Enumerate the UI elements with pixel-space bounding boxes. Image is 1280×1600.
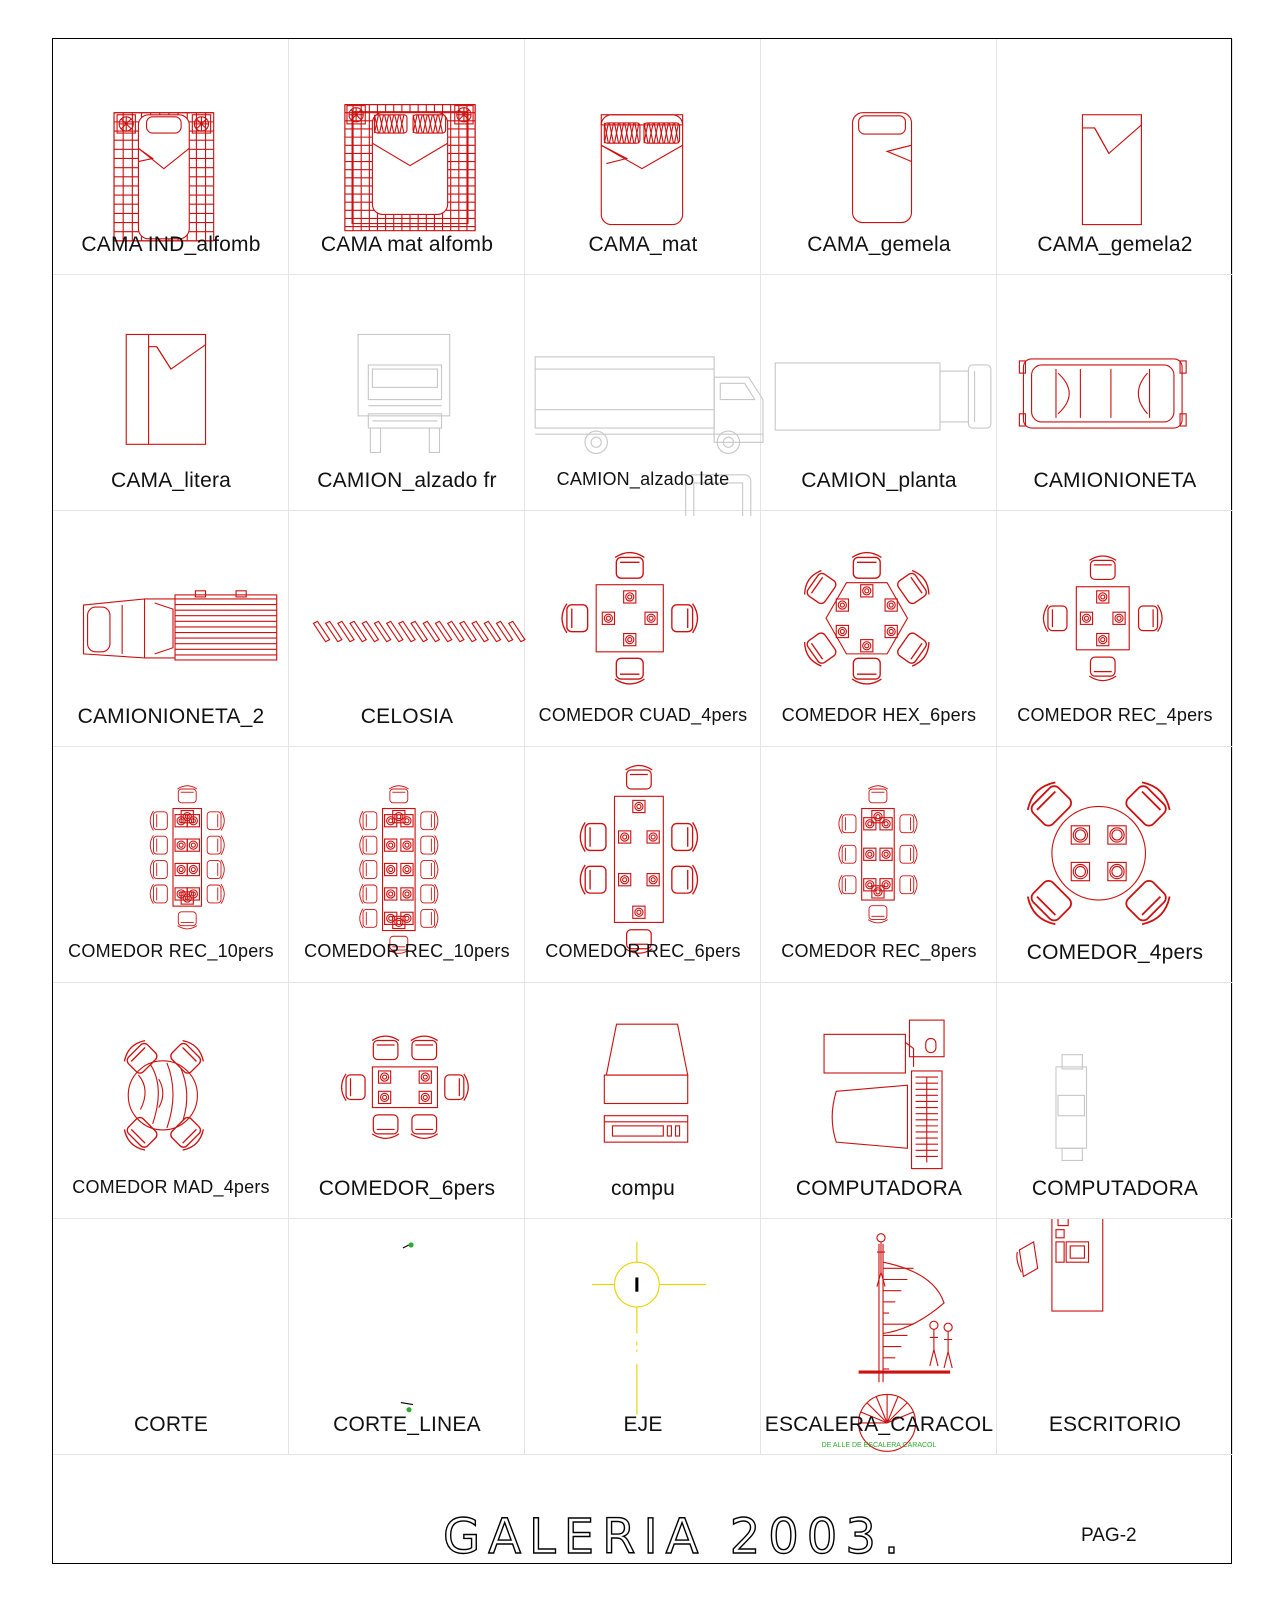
block-label: CAMA_gemela — [807, 233, 951, 256]
block-compu — [525, 983, 761, 1219]
block-label: EJE — [623, 1413, 663, 1436]
block-label: ESCALERA_CARACOL — [764, 1413, 994, 1436]
block-comedor-6pers — [289, 983, 525, 1219]
block-label: COMEDOR CUAD_4pers — [538, 705, 748, 725]
block-label: COMEDOR_4pers — [1026, 941, 1204, 964]
block-gallery-grid — [53, 39, 1231, 1513]
block-cama-gemela2 — [997, 39, 1233, 275]
drawing-sheet — [52, 38, 1232, 1564]
block-celosia — [289, 511, 525, 747]
block-label: COMEDOR REC_8pers — [781, 941, 977, 961]
block-comedor-mad-4pers — [53, 983, 289, 1219]
page-number: PAG-2 — [1081, 1525, 1137, 1546]
block-camion-planta — [761, 275, 997, 511]
block-label: COMEDOR REC_10pers — [304, 941, 510, 961]
gallery-title: GALERIA 2003. — [443, 1509, 908, 1565]
block-computadora-b — [997, 983, 1233, 1219]
block-escritorio — [997, 1219, 1233, 1455]
block-label: CORTE_LINEA — [333, 1413, 481, 1436]
block-corte — [53, 1219, 289, 1455]
block-escalera-caracol — [761, 1219, 997, 1455]
block-label: CAMA IND_alfomb — [81, 233, 261, 256]
block-label: CAMIONIONETA_2 — [77, 705, 265, 728]
block-camion-alzado-late — [525, 275, 761, 511]
block-comedor-rec-4pers — [997, 511, 1233, 747]
block-camionioneta-2 — [53, 511, 289, 747]
block-label: ESCRITORIO — [1048, 1413, 1182, 1436]
block-note: DE ALLE DE ESCALERA CARACOL — [821, 1442, 937, 1449]
block-label: COMEDOR HEX_6pers — [781, 705, 977, 725]
block-cama-mat — [525, 39, 761, 275]
block-cama-ind-alfomb — [53, 39, 289, 275]
block-label: CAMA_litera — [110, 469, 232, 492]
block-label: CAMA_mat — [588, 233, 698, 256]
block-label: CAMA mat alfomb — [320, 233, 494, 256]
block-comedor-rec-6pers — [525, 747, 761, 983]
block-label: COMEDOR MAD_4pers — [72, 1177, 270, 1197]
block-camion-alzado-fr — [289, 275, 525, 511]
block-label: CELOSIA — [360, 705, 454, 728]
block-label: CAMION_alzado fr — [317, 469, 497, 492]
block-comedor-4pers — [997, 747, 1233, 983]
block-label: COMEDOR REC_6pers — [545, 941, 741, 961]
block-comedor-cuad-4pers — [525, 511, 761, 747]
block-label: COMEDOR REC_4pers — [1017, 705, 1213, 725]
block-comedor-rec-8pers — [761, 747, 997, 983]
block-label: COMPUTADORA — [795, 1177, 963, 1200]
block-label: COMEDOR_6pers — [318, 1177, 496, 1200]
block-label: COMPUTADORA — [1031, 1177, 1199, 1200]
block-label: CAMION_alzado late — [556, 469, 730, 489]
block-cama-litera — [53, 275, 289, 511]
block-cama-gemela — [761, 39, 997, 275]
block-label: CAMIONIONETA — [1033, 469, 1197, 492]
block-cama-mat-alfomb — [289, 39, 525, 275]
block-label: compu — [610, 1177, 676, 1200]
block-label: CAMION_planta — [801, 469, 957, 492]
block-comedor-rec-10pers-a — [53, 747, 289, 983]
title-block — [53, 1509, 1231, 1565]
block-corte-linea — [289, 1219, 525, 1455]
block-label: CORTE — [133, 1413, 209, 1436]
block-camionioneta — [997, 275, 1233, 511]
block-comedor-hex-6pers — [761, 511, 997, 747]
block-label: COMEDOR REC_10pers — [68, 941, 274, 961]
block-eje — [525, 1219, 761, 1455]
block-label: CAMA_gemela2 — [1037, 233, 1193, 256]
block-computadora-a — [761, 983, 997, 1219]
block-comedor-rec-10pers-b — [289, 747, 525, 983]
